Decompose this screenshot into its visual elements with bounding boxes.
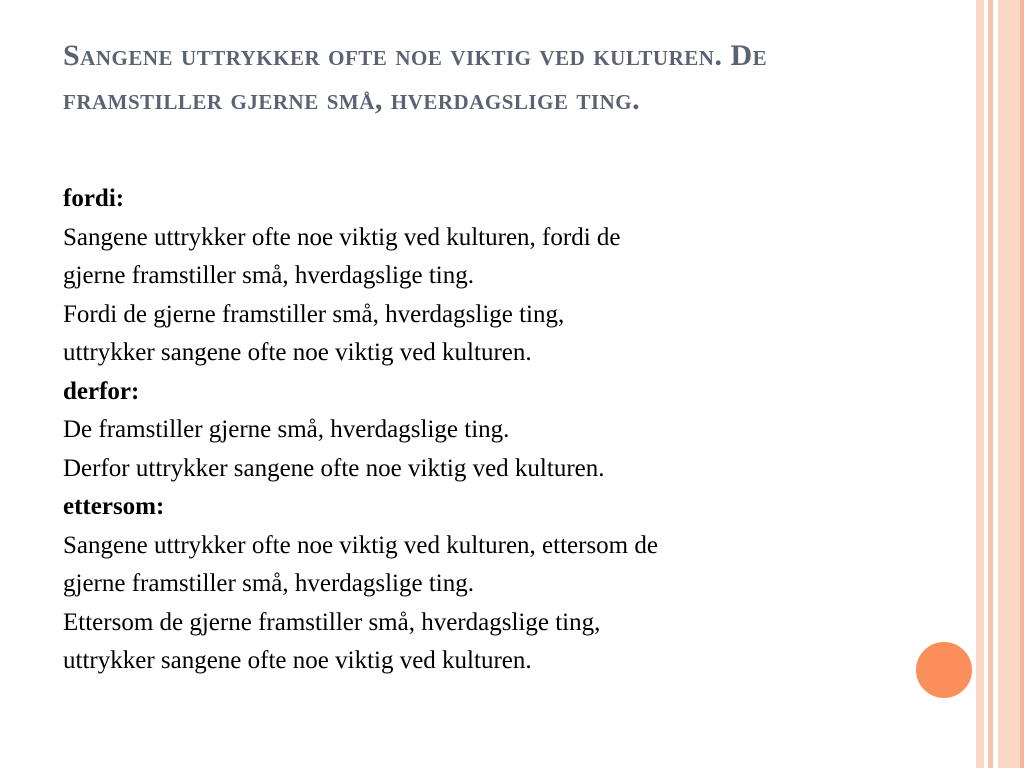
- decorative-stripe: [976, 0, 984, 768]
- body-line: Derfor uttrykker sangene ofte noe viktig ved kulturen.: [63, 454, 605, 482]
- body-line: gjerne framstiller små, hverdagslige ting.: [63, 262, 474, 289]
- body-line: uttrykker sangene ofte noe viktig ved kulturen.: [63, 647, 532, 674]
- body-line: De framstiller gjerne små, hverdagslige ting.: [63, 416, 510, 443]
- body-line: Sangene uttrykker ofte noe viktig ved kulturen, ettersom de: [63, 531, 658, 559]
- body-line: uttrykker sangene ofte noe viktig ved kulturen.: [63, 339, 532, 366]
- slide-title: Sangene uttrykker ofte noe viktig ved kulturen. De framstiller gjerne små, hverdagslige ting.: [63, 39, 768, 116]
- decorative-stripe: [1020, 0, 1024, 768]
- slide-body: [63, 180, 963, 681]
- section-heading-ettersom: ettersom:: [63, 493, 165, 520]
- body-line: Ettersom de gjerne framstiller små, hverdagslige ting,: [63, 608, 601, 636]
- section-heading-derfor: derfor:: [63, 377, 140, 405]
- section-heading-fordi: fordi:: [63, 185, 125, 212]
- body-line: Sangene uttrykker ofte noe viktig ved kulturen, fordi de: [63, 223, 621, 251]
- body-line: gjerne framstiller små, hverdagslige ting.: [63, 570, 474, 597]
- body-line: Fordi de gjerne framstiller små, hverdagslige ting,: [63, 300, 565, 328]
